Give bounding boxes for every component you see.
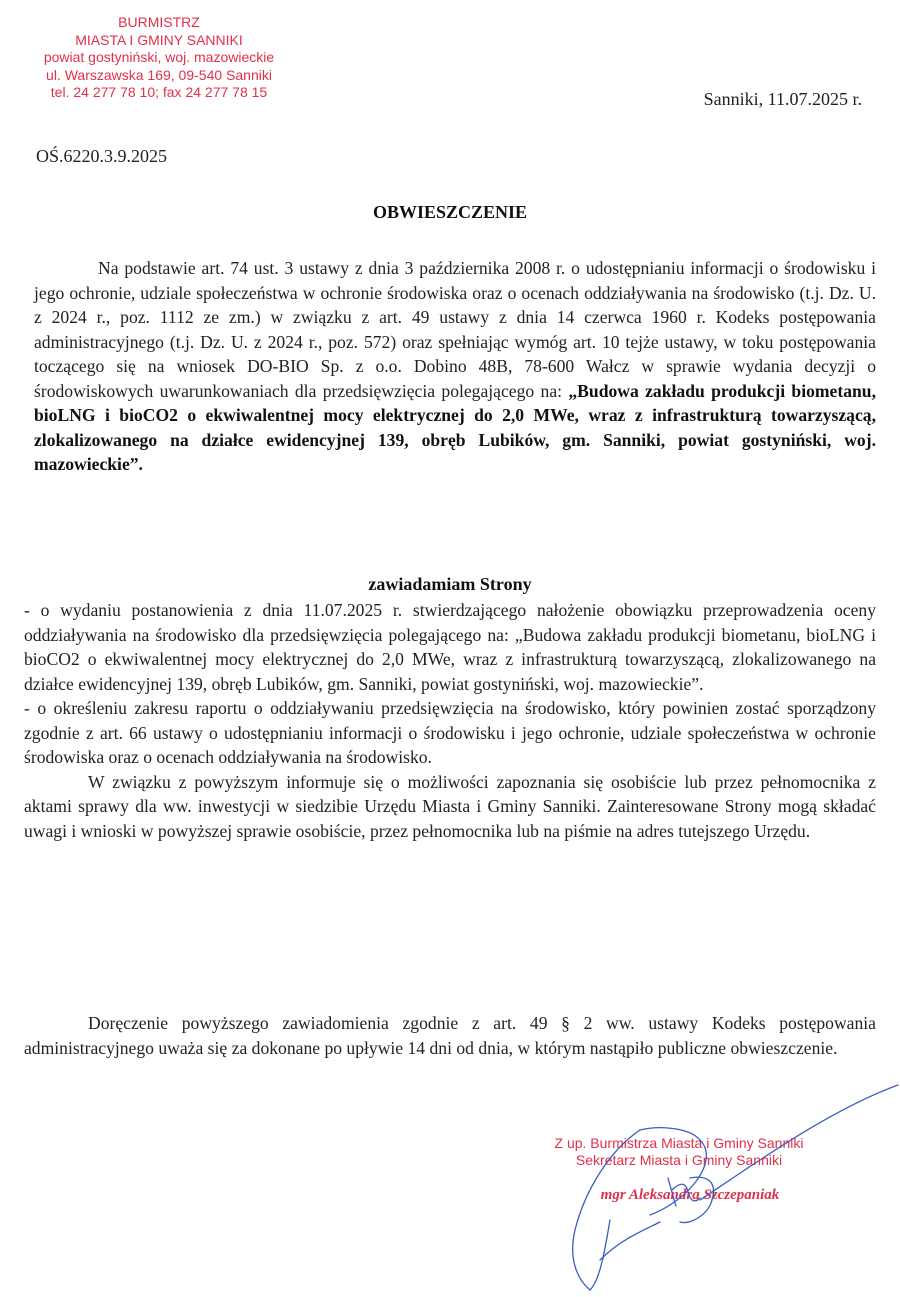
stamp-line: tel. 24 277 78 10; fax 24 277 78 15 (50, 84, 268, 100)
legal-basis-text: Na podstawie art. 74 ust. 3 ustawy z dnia 3 października 2008 r. o udostępnianiu informacji o środowisku i jego ochronie, udziale społeczeństwa w ochronie środowiska oraz o ocenach oddziaływania na środowisko (t.j. Dz. U. z 2024 r., poz. 1112 ze zm.) w związku z art. 49 ustawy z dnia 14 czerwca 1960 r. Kodeks postępowania administracyjnego (t.j. Dz. U. z 2024 r., poz. 572) oraz spełniając wymóg art. 10 tejże ustawy, w toku postępowania toczącego się na wniosek DO-BIO Sp. z o.o. Dobino 48B, 78-600 Wałcz w sprawie wydania decyzji o środowiskowych uwarunkowaniach dla przedsięwzięcia polegającego na: (34, 258, 876, 401)
stamp-line: MIASTA I GMINY SANNIKI (75, 31, 243, 48)
stamp-line: ul. Warszawska 169, 09-540 Sanniki (46, 66, 272, 83)
notice-item: - o określeniu zakresu raportu o oddziaływaniu przedsięwzięcia na środowisko, który powinien zostać sporządzony zgodnie z art. 66 ustawy o udostępnianiu informacji o środowisku i jego ochronie, udziale społeczeństwa w ochronie środowiska oraz o ocenach oddziaływania na środowisko. (24, 698, 876, 767)
notice-subheading: zawiadamiam Strony (368, 574, 532, 594)
signature-stamp-line2: Sekretarz Miasta i Gminy Sanniki (575, 1152, 783, 1168)
signature-stamp (514, 1135, 844, 1204)
document-title: OBWIESZCZENIE (372, 202, 528, 222)
information-paragraph: W związku z powyższym informuje się o możliwości zapoznania się osobiście lub przez pełnomocnika z aktami sprawy dla ww. inwestycji w siedzibie Urzędu Miasta i Gminy Sanniki. Zainteresowane Strony mogą składać uwagi i wnioski w powyższej sprawie osobiście, przez pełnomocnika lub na piśmie na adres tutejszego Urzędu. (24, 771, 876, 841)
office-header-stamp (6, 14, 312, 102)
delivery-paragraph: Doręczenie powyższego zawiadomienia zgodnie z art. 49 § 2 ww. ustawy Kodeks postępowania administracyjnego uważa się za dokonane po upływie 14 dni od dnia, w którym nastąpiło publiczne obwieszczenie. (24, 1013, 876, 1058)
notice-items (24, 598, 876, 843)
project-name-bold: „Budowa zakładu produkcji biometanu, bioLNG i bioCO2 o ekwiwalentnej mocy elektrycznej do 2,0 MWe, wraz z infrastrukturą towarzyszącą, zlokalizowanego na działce ewidencyjnej 139, obręb Lubików, gm. Sanniki, powiat gostyniński, woj. mazowieckie”. (34, 380, 876, 474)
stamp-line: powiat gostyniński, woj. mazowieckie (43, 49, 275, 65)
notice-item: - o wydaniu postanowienia z dnia 11.07.2025 r. stwierdzającego nałożenie obowiązku przeprowadzenia oceny oddziaływania na środowisko dla przedsięwzięcia polegającego na: „Budowa zakładu produkcji biometanu, bioLNG i bioCO2 o ekwiwalentnej mocy elektrycznej do 2,0 MWe, wraz z infrastrukturą towarzyszącą, zlokalizowanego na działce ewidencyjnej 139, obręb Lubików, gm. Sanniki, powiat gostyniński, woj. mazowieckie”. (24, 600, 876, 694)
signatory-name: mgr Aleksandra Szczepaniak (600, 1187, 780, 1203)
document-date: Sanniki, 11.07.2025 r. (703, 89, 862, 109)
signature-stamp-line1: Z up. Burmistrza Miasta i Gminy Sanniki (554, 1135, 804, 1151)
legal-basis-paragraph (34, 256, 876, 477)
stamp-line: BURMISTRZ (118, 14, 200, 30)
delivery-paragraph-block (24, 1011, 876, 1060)
case-reference-number: OŚ.6220.3.9.2025 (36, 146, 168, 166)
